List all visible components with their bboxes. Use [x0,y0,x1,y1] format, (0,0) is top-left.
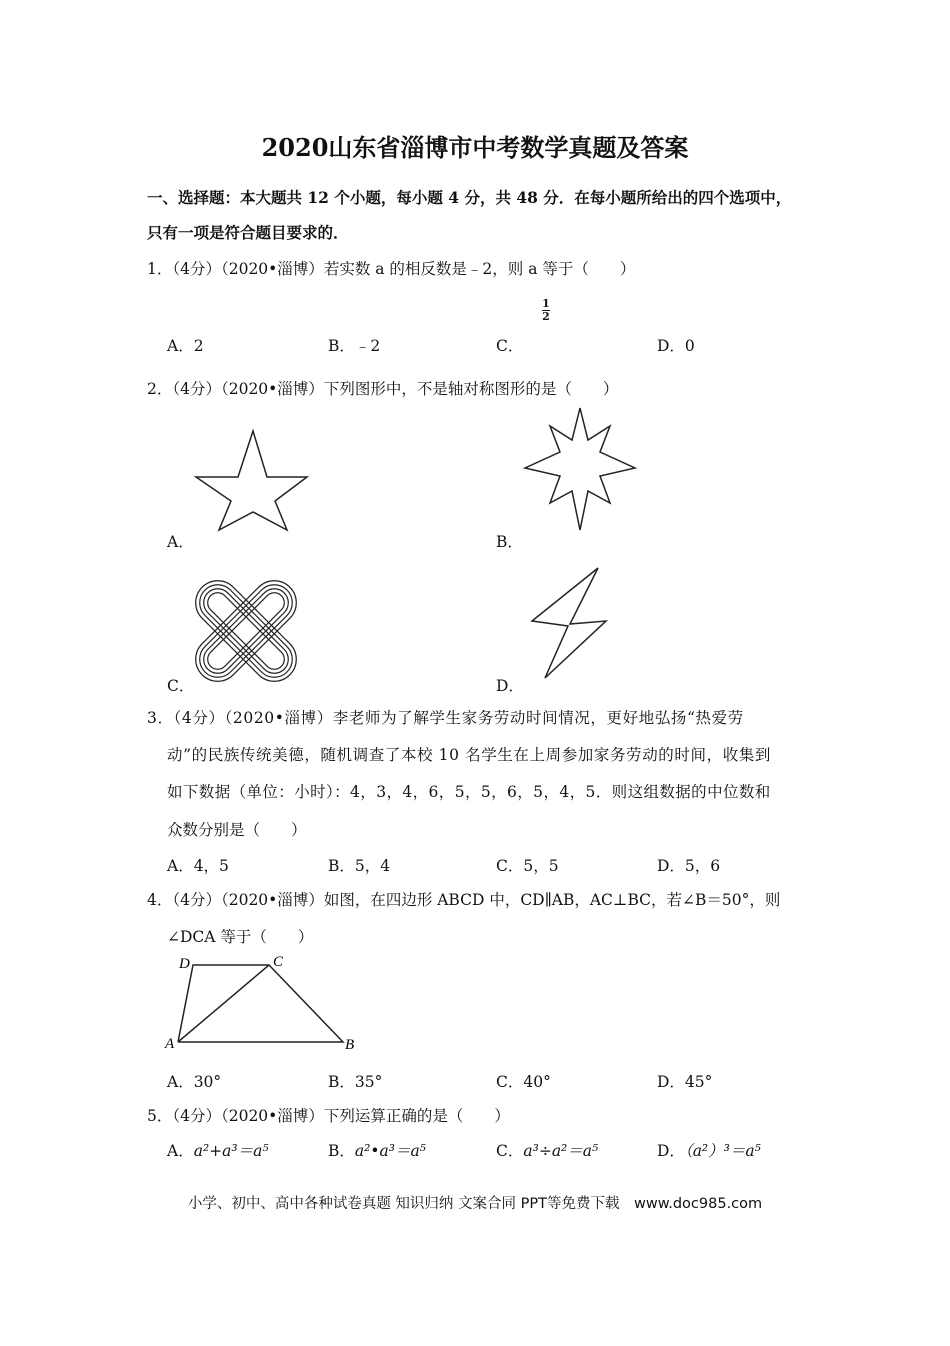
page-title: 2020山东省淄博市中考数学真题及答案 [261,133,689,162]
question-3-line4: 众数分别是（ ） [167,821,307,839]
question-3-line3: 如下数据（单位：小时）：4，3，4，6，5，5，6，5，4，5．则这组数据的中位数和 [167,783,771,801]
quadrilateral-abcd-figure [165,950,365,1055]
question-3-line2: 动”的民族传统美德，随机调查了本校 10 名学生在上周参加家务劳动的时间，收集到 [167,746,772,764]
q2-option-c: C． [167,677,195,695]
vertex-label-d: D [179,956,190,972]
q5-option-b-letter: B． [328,1142,355,1160]
q5-option-a [167,1139,269,1161]
q4-option-b: B．35° [328,1073,383,1091]
q1-option-a: A．2 [167,337,204,355]
q5-option-b-expression: a²•a³＝a⁵ [354,1142,426,1160]
fraction-numerator: 1 [542,297,550,310]
vertex-label-c: C [273,954,284,970]
q3-option-b: B．5，4 [328,857,391,875]
q4-option-d: D．45° [657,1073,713,1091]
question-4-line1: 4．（4分）（2020•淄博）如图，在四边形 ABCD 中，CD∥AB，AC⊥BC，若∠B＝50°，则 [147,891,781,909]
q1-option-c: C． [496,337,524,355]
q4-option-c: C．40° [496,1073,551,1091]
q5-option-c-expression: a³÷a²＝a⁵ [523,1142,599,1160]
q5-option-b [328,1139,426,1161]
q5-option-d [657,1139,761,1161]
q5-option-a-letter: A． [167,1142,194,1160]
q2-option-a: A． [167,533,194,551]
q4-option-a: A．30° [167,1073,222,1091]
q1-option-d: D．0 [657,337,695,355]
five-point-star-figure [190,428,310,533]
question-1-stem: 1．（4分）（2020•淄博）若实数 a 的相反数是﹣2，则 a 等于（ ） [147,260,636,278]
question-4-line2: ∠DCA 等于（ ） [167,928,314,946]
interlaced-knot-figure [190,575,302,687]
q3-option-c: C．5，5 [496,857,559,875]
section-heading-line1: 一、选择题：本大题共 12 个小题，每小题 4 分，共 48 分．在每小题所给出的四个选项中， [147,188,792,207]
q5-option-a-expression: a²+a³＝a⁵ [193,1142,269,1160]
question-2-stem: 2．（4分）（2020•淄博）下列图形中，不是轴对称图形的是（ ） [147,380,619,398]
q3-option-d: D．5，6 [657,857,721,875]
q1-option-b: B．﹣2 [328,337,381,355]
q1-option-c-fraction [542,298,550,323]
footer-watermark: 小学、初中、高中各种试卷真题 知识归纳 文案合同 PPT等免费下载 www.doc985.com [187,1196,763,1212]
q5-option-c [496,1139,598,1161]
q5-option-d-letter: D． [657,1142,685,1160]
vertex-label-b: B [345,1037,355,1053]
q5-option-c-letter: C． [496,1142,524,1160]
fraction-denominator: 2 [542,310,550,323]
question-3-line1: 3．（4分）（2020•淄博）李老师为了解学生家务劳动时间情况，更好地弘扬“热爱劳 [147,709,744,727]
vertex-label-a: A [165,1036,175,1052]
lightning-bolt-figure [530,566,610,681]
section-heading-line2: 只有一项是符合题目要求的． [147,223,349,242]
eight-point-star-figure [525,408,637,533]
question-5-stem: 5．（4分）（2020•淄博）下列运算正确的是（ ） [147,1107,510,1125]
q3-option-a: A．4，5 [167,857,229,875]
q2-option-d: D． [496,677,524,695]
q2-option-b: B． [496,533,523,551]
q5-option-d-expression: （a²）³＝a⁵ [684,1142,761,1160]
